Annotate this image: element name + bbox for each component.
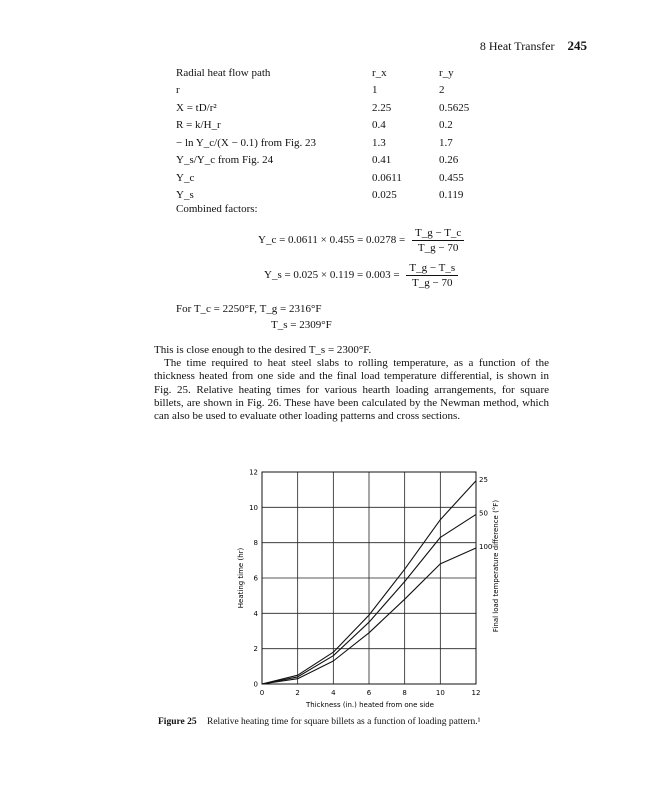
chapter-title: 8 Heat Transfer bbox=[479, 39, 555, 53]
series-label-25: 25 bbox=[479, 475, 488, 484]
table-cell: 0.0611 bbox=[372, 171, 402, 184]
series-labels bbox=[479, 476, 492, 551]
result-line-1: For T_c = 2250°F, T_g = 2316°F bbox=[176, 303, 322, 315]
figure-caption bbox=[158, 717, 481, 727]
table-cell: X = tD/r² bbox=[176, 101, 217, 114]
body-paragraph: This is close enough to the desired T_s = 2300°F. bbox=[154, 344, 372, 356]
table-cell: R = k/H_r bbox=[176, 119, 221, 132]
fraction-denominator: T_g − 70 bbox=[417, 242, 459, 254]
table-header-cell: r_y bbox=[439, 66, 454, 79]
right-axis-label: Final load temperature difference (°F) bbox=[492, 499, 500, 633]
y-tick-label: 10 bbox=[249, 503, 258, 512]
series-label-50: 50 bbox=[479, 509, 488, 518]
table-cell: Y_s bbox=[176, 189, 194, 202]
page-number: 245 bbox=[567, 38, 587, 53]
caption-label: Figure 25 bbox=[158, 717, 197, 727]
y-tick-label: 8 bbox=[253, 539, 258, 548]
y-tick-label: 6 bbox=[253, 574, 258, 583]
table-cell: 0.41 bbox=[372, 154, 392, 167]
table-header-cell: r_x bbox=[372, 66, 387, 79]
y-tick-label: 0 bbox=[253, 680, 258, 689]
x-tick-label: 6 bbox=[366, 689, 372, 697]
x-tick-labels bbox=[260, 689, 481, 697]
combined-factors-label: Combined factors: bbox=[176, 203, 258, 215]
caption-text: Relative heating time for square billets as a function of loading pattern.¹ bbox=[207, 717, 481, 727]
y-axis-label: Heating time (hr) bbox=[237, 547, 245, 609]
x-tick-label: 10 bbox=[435, 689, 445, 697]
fraction-numerator: T_g − T_s bbox=[406, 261, 458, 276]
table-cell: 0.025 bbox=[372, 189, 397, 202]
table-cell: r bbox=[176, 84, 180, 97]
table-cell: 0.4 bbox=[372, 119, 386, 132]
table-cell: 1 bbox=[372, 84, 378, 97]
x-tick-label: 8 bbox=[402, 689, 407, 697]
table-header-cell: Radial heat flow path bbox=[176, 66, 271, 79]
table-cell: Y_s/Y_c from Fig. 24 bbox=[176, 154, 274, 167]
x-tick-label: 12 bbox=[471, 689, 481, 697]
table-cell: Y_c bbox=[176, 171, 195, 184]
y-tick-label: 4 bbox=[253, 609, 258, 618]
table-cell: 0.26 bbox=[439, 154, 459, 167]
series-label-100: 100 bbox=[479, 542, 493, 551]
table-cell: 0.2 bbox=[439, 119, 453, 132]
result-line-2: T_s = 2309°F bbox=[271, 319, 332, 331]
table-cell: 0.5625 bbox=[439, 101, 470, 114]
table-cell: 0.119 bbox=[439, 189, 464, 202]
y-tick-label: 12 bbox=[249, 468, 258, 477]
y-tick-labels bbox=[249, 469, 258, 689]
table-cell: 1.7 bbox=[439, 136, 453, 149]
table-cell: 2 bbox=[439, 84, 445, 97]
x-tick-label: 0 bbox=[259, 689, 265, 697]
table-cell: 1.3 bbox=[372, 136, 386, 149]
x-tick-label: 2 bbox=[295, 689, 300, 697]
x-tick-label: 4 bbox=[331, 689, 336, 697]
fraction-numerator: T_g − T_c bbox=[412, 226, 464, 241]
equation-lhs: Y_s = 0.025 × 0.119 = 0.003 = bbox=[264, 269, 400, 282]
fraction-denominator: T_g − 70 bbox=[412, 277, 453, 289]
table-cell: 0.455 bbox=[439, 171, 464, 184]
chart-grid bbox=[262, 472, 476, 684]
equation-lhs: Y_c = 0.0611 × 0.455 = 0.0278 = bbox=[258, 234, 406, 247]
body-paragraph: The time required to heat steel slabs to rolling temperature, as a function of the thickness heated from one side and the final load temperature differential, is shown in Fig. 25. Relative heating times for various hearth loading arrangements, for square billets, are shown in Fig. 26. These have been calculated by the Newman method, which can also be used to evaluate other loading patterns and cross sections. bbox=[154, 357, 549, 423]
table-cell: 2.25 bbox=[372, 101, 392, 114]
y-tick-label: 2 bbox=[253, 645, 258, 654]
x-axis-label: Thickness (in.) heated from one side bbox=[306, 701, 434, 709]
table-cell: − ln Y_c/(X − 0.1) from Fig. 23 bbox=[176, 136, 317, 149]
